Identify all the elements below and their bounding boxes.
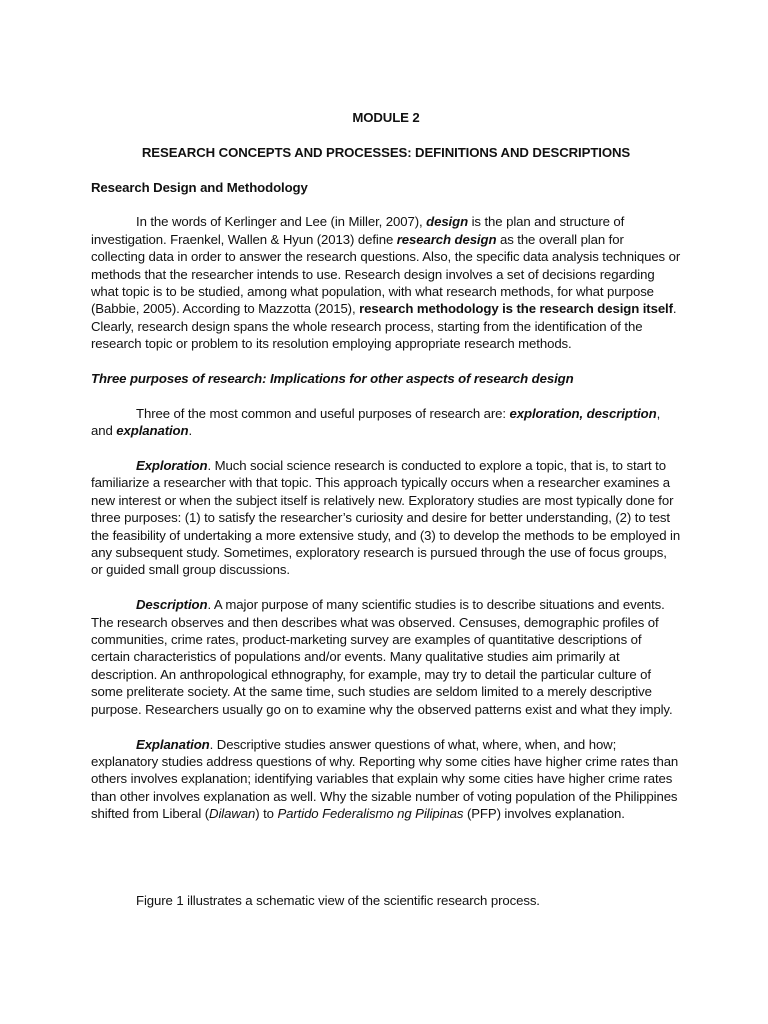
explanation-dilawan: Dilawan (209, 806, 256, 822)
p2-text-c: , and (91, 405, 661, 439)
explanation-text-e: (PFP) involves explanation. (463, 806, 625, 822)
paragraph-purposes (91, 405, 681, 440)
section-heading: Research Design and Methodology (91, 179, 308, 195)
description-term: Description (136, 597, 208, 613)
exploration-term: Exploration (136, 458, 208, 474)
document-title: RESEARCH CONCEPTS AND PROCESSES: DEFINITIONS AND DESCRIPTIONS (141, 144, 631, 160)
description-text: . A major purpose of many scientific studies is to describe situations and events. The research observes and then describes what was observed. Censuses, demographic profiles of communities, crime rates, product-marketing survey are examples of quantitative descriptions of certain characteristics of populations and/or events. Many qualitative studies aim primarily at description. An anthropological ethnography, for example, may try to detail the particular culture of some preliterate society. At the same time, such studies are seldom limited to a merely descriptive purpose. Researchers usually go on to examine why the observed patterns exist and what they imply. (91, 597, 673, 717)
p2-text-e: . (188, 423, 193, 439)
figure-reference-line: Figure 1 illustrates a schematic view of the scientific research process. (136, 892, 540, 908)
exploration-text: . Much social science research is conducted to explore a topic, that is, to start to familiarize a researcher with that topic. This approach typically occurs when a researcher examines a new interest or when the subject itself is relatively new. Exploratory studies are most typically done for three purposes: (1) to satisfy the researcher’s curiosity and desire for better understanding, (2) to test the feasibility of undertaking a more extensive study, and (3) to develop the methods to be employed in any subsequent study. Sometimes, exploratory research is pursued through the use of focus groups, or guided small group discussions. (91, 458, 681, 578)
term-explanation: explanation (116, 423, 189, 439)
paragraph-explanation (91, 736, 681, 823)
term-exploration-description: exploration, description (509, 405, 657, 421)
explanation-text-c: ) to (255, 806, 278, 822)
p1-text-a: In the words of Kerlinger and Lee (in Miller, 2007), (136, 214, 427, 230)
paragraph-description (91, 596, 681, 718)
explanation-term: Explanation (136, 736, 210, 752)
document-body (91, 109, 681, 927)
term-research-methodology: research methodology is the research design itself (359, 301, 673, 317)
explanation-text-a: . Descriptive studies answer questions of what, where, when, and how; explanatory studies address questions of why. Reporting why some cities have higher crime rates than others involves explanation; identifying variables that explain why some cities have higher crime rates than other involves explanation as well. Why the sizable number of voting population of the Philippines shifted from Liberal ( (91, 736, 679, 822)
p2-text-a: Three of the most common and useful purposes of research are: (136, 405, 510, 421)
p1-text-c: is the plan and structure of investigation. Fraenkel, Wallen & Hyun (2013) define (91, 214, 625, 247)
term-research-design: research design (396, 231, 497, 247)
blank-space (91, 840, 681, 892)
module-label: MODULE 2 (352, 110, 420, 125)
explanation-party-name: Partido Federalismo ng Pilipinas (277, 806, 464, 822)
subheading-three-purposes: Three purposes of research: Implications for other aspects of research design (91, 371, 574, 387)
term-design: design (426, 214, 469, 230)
paragraph-research-design (91, 213, 681, 352)
p1-text-e: as the overall plan for collecting data in order to answer the research questions. Also, the specific data analysis techniques or methods that the researcher intends to use. Research design involves a set of decisions regarding what topic is to be studied, among what population, with what research methods, for what purpose (Babbie, 2005). According to Mazzotta (2015), (91, 231, 681, 317)
paragraph-exploration (91, 457, 681, 579)
p1-text-g: . Clearly, research design spans the whole research process, starting from the identification of the research topic or problem to its resolution employing appropriate research methods. (91, 301, 677, 352)
